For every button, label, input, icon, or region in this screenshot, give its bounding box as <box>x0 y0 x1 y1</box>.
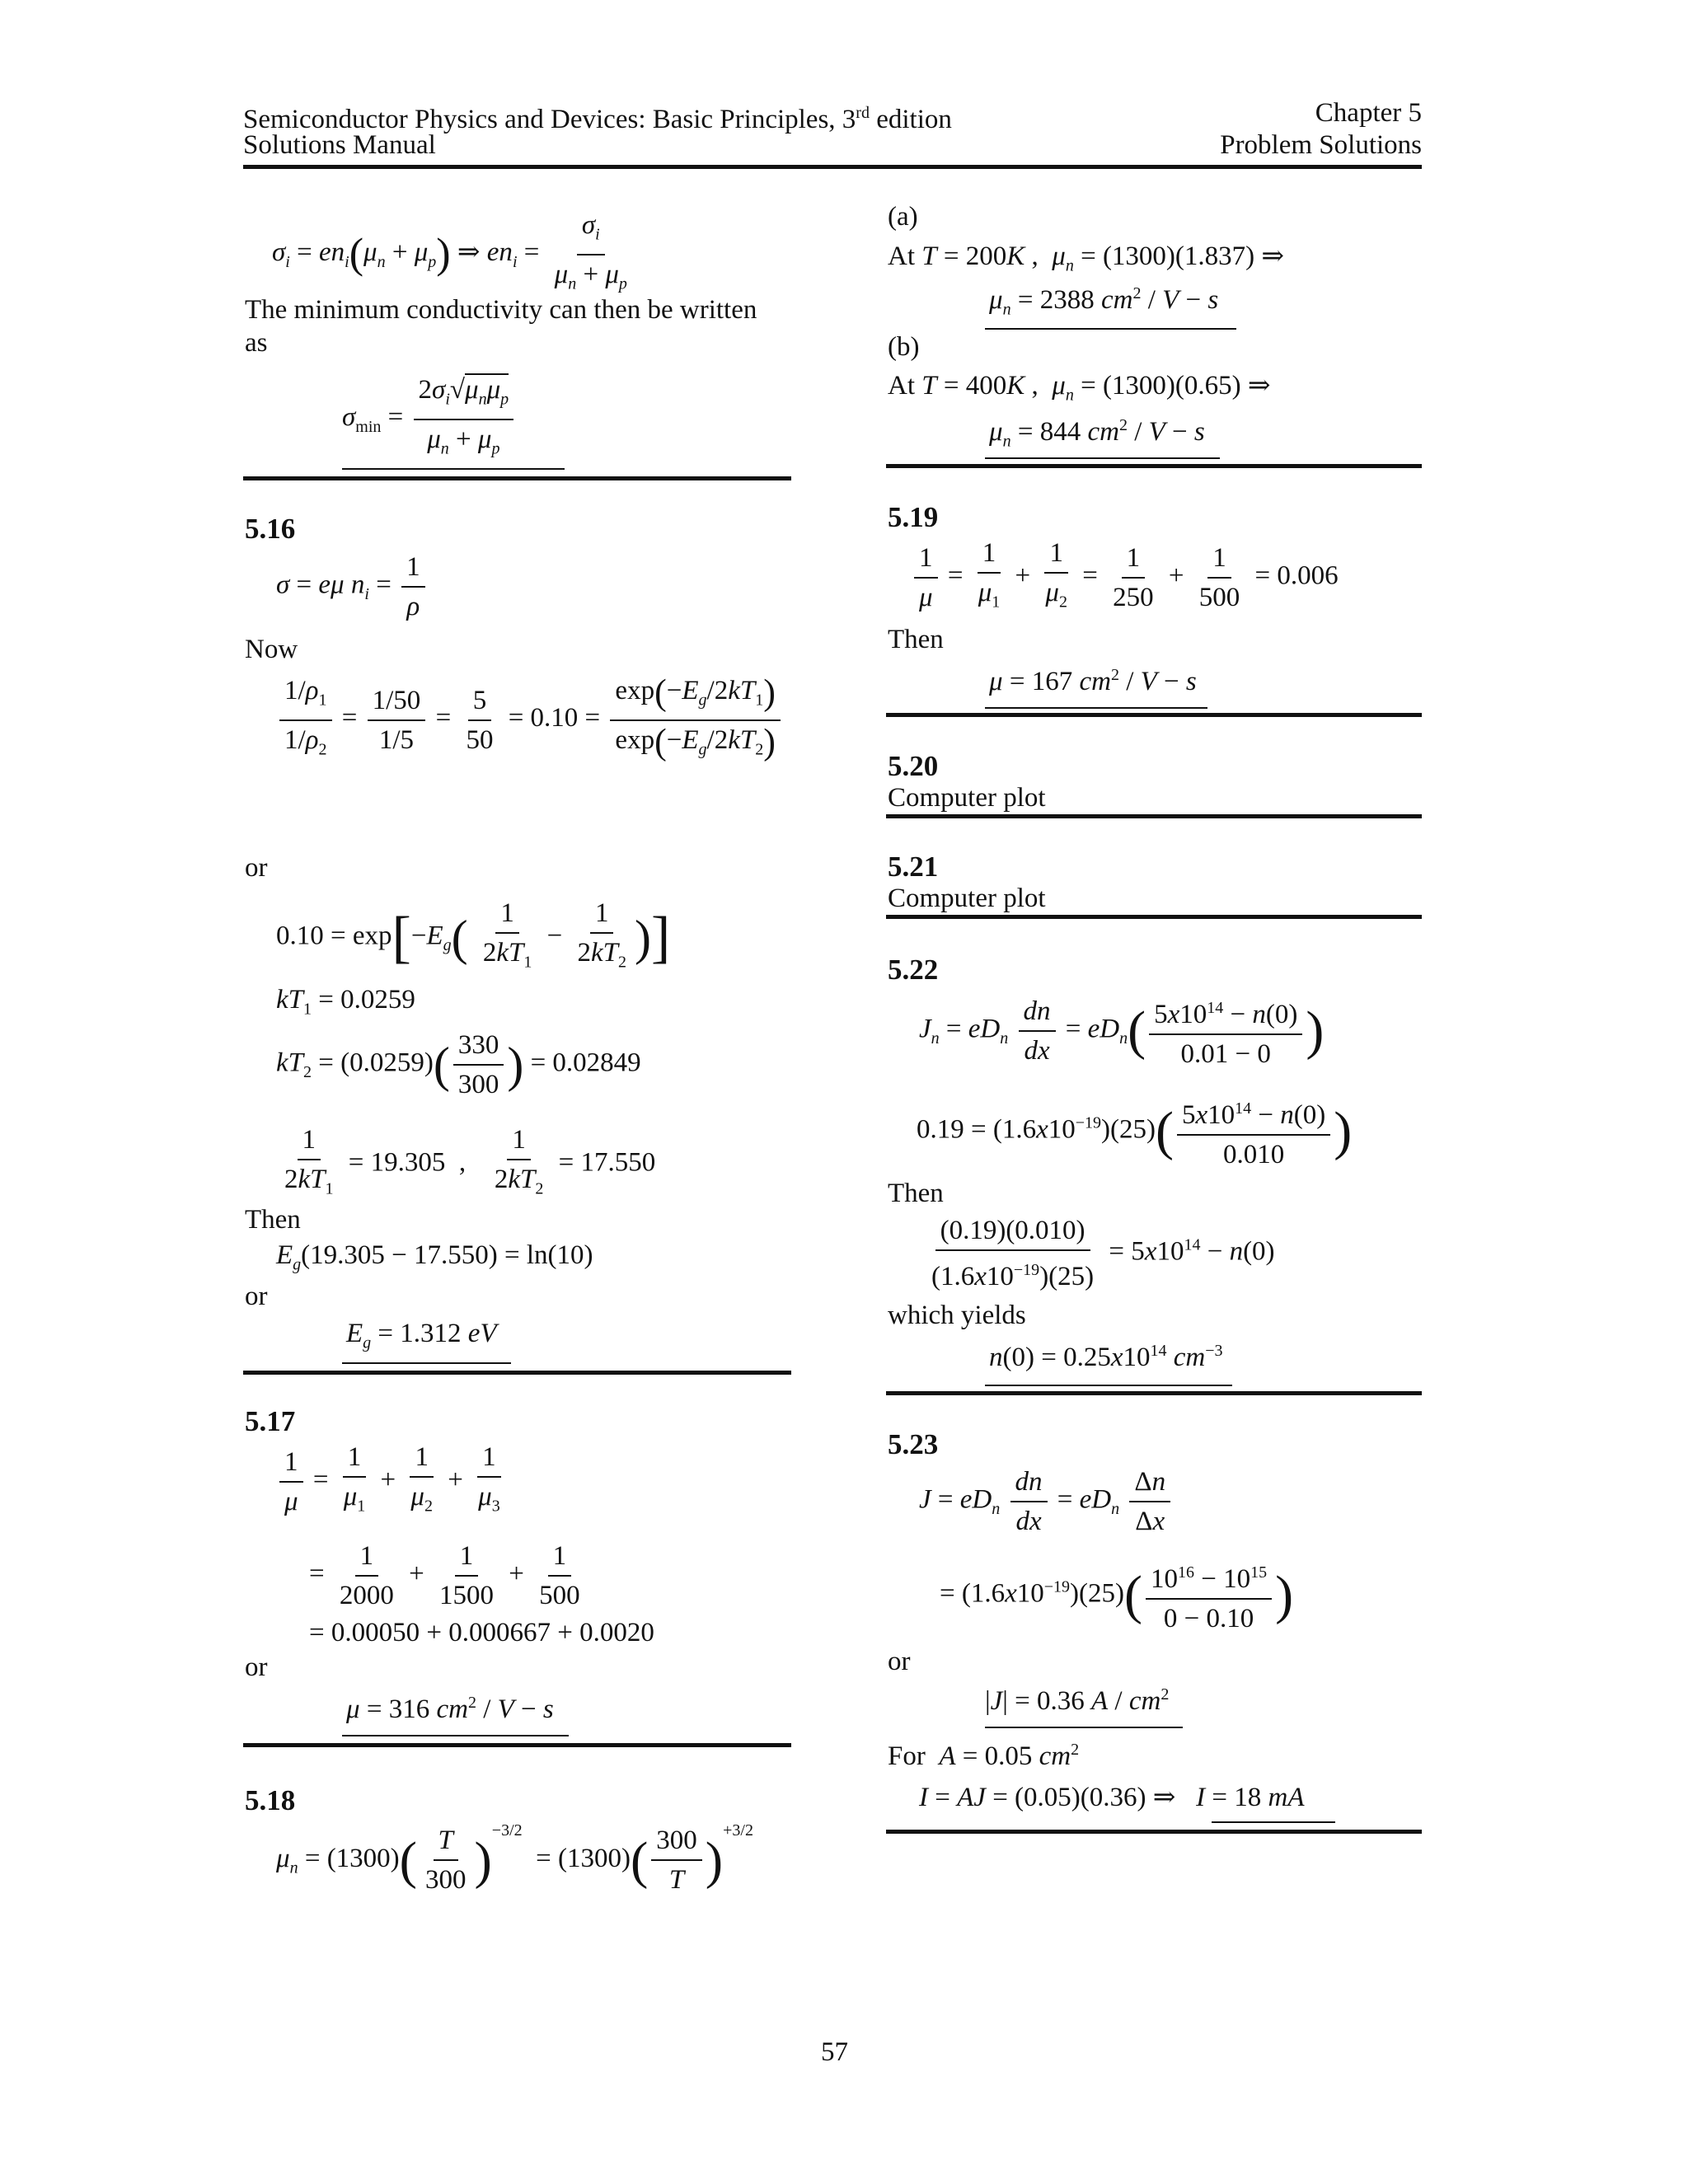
problem-5-20-text: Computer plot <box>888 783 1046 813</box>
result-underline <box>342 468 565 470</box>
problem-5-23-area: For A = 0.05 $cm^2$ <box>888 1741 1080 1771</box>
problem-5-19-eq1: $\frac{1}{\mu}$ = $\frac{1}{\mu_1}$ + $\frac{1}{\mu_2}$ = $\frac{1}{250}$ + $\frac{1}{500}$ = 0.006 <box>911 534 1339 621</box>
problem-5-16-eq3: $0.10 = \exp[-E_g$( $\frac{1}{2kT_1}$ − $\frac{1}{2kT_2}$ )] <box>276 894 670 982</box>
page-number: 57 <box>821 2037 848 2067</box>
problem-5-16-result: $E_g = 1.312$ eV <box>346 1319 497 1352</box>
manual-subtitle: Solutions Manual <box>243 130 436 160</box>
part-a-result: $\mu_n = 2388$ $cm^2 / V - s$ <box>989 284 1219 319</box>
book-title: Semiconductor Physics and Devices: Basic Principles, 3rd edition <box>243 104 952 134</box>
problem-5-21-text: Computer plot <box>888 883 1046 913</box>
section-rule <box>886 915 1422 919</box>
section-rule <box>886 713 1422 717</box>
problem-5-16-eq5: $kT_2 = (0.0259)$( $\frac{330}{300}$ ) = 0.02849 <box>276 1026 641 1104</box>
min-conductivity-result: $\sigma_{min}$ = $\frac{2\sigma_i√\mu_n\mu_p}{\mu_n + \mu_p}$ <box>342 371 517 467</box>
chapter-label: Chapter 5 <box>1315 98 1422 128</box>
result-underline <box>985 707 1207 709</box>
problem-5-16-title: 5.16 <box>245 513 296 545</box>
or-label-2: or <box>245 1282 268 1311</box>
problem-5-22-eq3: $\frac{(0.19)(0.010)}{(1.6x10^{-19})(25)}$ = $5x10^{14} - n(0)$ <box>923 1212 1275 1296</box>
section-rule <box>243 1371 791 1375</box>
problem-5-17-eq1: $\frac{1}{\mu}$ = $\frac{1}{\mu_1}$ + $\frac{1}{\mu_2}$ + $\frac{1}{\mu_3}$ <box>276 1438 509 1526</box>
then-label-2: Then <box>888 625 944 654</box>
problem-5-22-eq1: $J_n = eD_n$ $\frac{dn}{dx}$ = $eD_n$( $\frac{5x10^{14} - n(0)}{0.01 - 0}$ ) <box>919 989 1324 1073</box>
intro-text-as: as <box>245 328 268 358</box>
result-underline <box>985 1385 1232 1386</box>
result-underline <box>985 457 1220 459</box>
problem-5-17-eq3: = 0.00050 + 0.000667 + 0.0020 <box>309 1618 654 1647</box>
result-underline <box>985 328 1236 330</box>
problem-5-22-result: $n(0) = 0.25x10^{14}$ $cm^{-3}$ <box>989 1342 1223 1372</box>
part-a-label: (a) <box>888 202 918 232</box>
section-rule <box>886 464 1422 468</box>
or-label: or <box>245 853 268 883</box>
problem-5-23-result: |J| = 0.36 A / $cm^2$ <box>985 1685 1170 1716</box>
section-rule <box>243 1743 791 1747</box>
problem-5-19-result: μ = 167 $cm^2 / V - s$ <box>989 666 1197 696</box>
problem-5-16-eq1: σ = eμ $n_i$ = $\frac{1}{\rho}$ <box>276 548 429 626</box>
part-a-eq: At T = 200K , $\mu_n = (1300)(1.837)$ ⇒ <box>888 241 1285 275</box>
problem-5-23-eq3: I = AJ = (0.05)(0.36) ⇒ I = 18 mA <box>919 1783 1305 1812</box>
problem-5-16-eq4: $kT_1 = 0.0259$ <box>276 985 415 1019</box>
problem-5-17-title: 5.17 <box>245 1405 296 1437</box>
header-rule <box>243 165 1422 169</box>
problem-5-20-title: 5.20 <box>888 750 939 782</box>
problem-5-16-eq2: $\frac{1/\rho_1}{1/\rho_2}$ = $\frac{1/50}{1/5}$ = $\frac{5}{50}$ = 0.10 = $\frac{\exp(-E_g/2kT_1)}{\exp(-E_g/2kT_2)}$ <box>276 672 784 768</box>
intro-text: The minimum conductivity can then be written <box>245 295 757 325</box>
problem-5-23-title: 5.23 <box>888 1428 939 1460</box>
intro-equation: $\sigma_i = en_i(\mu_n + \mu_p)$ ⇒ $en_i$ = $\frac{\sigma_i}{\mu_n + \mu_p}$ <box>272 206 635 302</box>
problem-5-23-eq2: = $(1.6x10^{-19})(25)$( $\frac{10^{16} - 10^{15}}{0 - 0.10}$ ) <box>940 1554 1293 1638</box>
problem-5-22-eq2: $0.19 = (1.6x10^{-19})(25)$( $\frac{5x10^{14} - n(0)}{0.010}$ ) <box>917 1090 1352 1174</box>
result-underline <box>985 1727 1183 1728</box>
part-b-eq: At T = 400K , $\mu_n = (1300)(0.65)$ ⇒ <box>888 371 1271 405</box>
or-label-4: or <box>888 1647 911 1676</box>
problem-5-23-eq1: $J = eD_n$ $\frac{dn}{dx}$ = $eD_n$ $\frac{\Delta n}{\Delta x}$ <box>919 1463 1174 1540</box>
part-b-result: $\mu_n = 844$ $cm^2 / V - s$ <box>989 416 1205 451</box>
result-underline <box>342 1735 569 1736</box>
problem-5-16-eq6: $\frac{1}{2kT_1}$ = 19.305 , $\frac{1}{2kT_2}$ = 17.550 <box>276 1121 655 1208</box>
problem-5-17-eq2: = $\frac{1}{2000}$ + $\frac{1}{1500}$ + $\frac{1}{500}$ <box>309 1537 588 1615</box>
problem-5-16-eq7: $E_g(19.305 - 17.550) = \ln(10)$ <box>276 1240 593 1274</box>
section-rule <box>243 476 791 480</box>
then-label: Then <box>245 1205 301 1235</box>
problem-5-18-title: 5.18 <box>245 1784 296 1816</box>
problem-5-19-title: 5.19 <box>888 501 939 533</box>
yields-label: which yields <box>888 1301 1026 1330</box>
section-rule <box>886 814 1422 818</box>
result-underline <box>1212 1821 1335 1823</box>
problem-5-22-title: 5.22 <box>888 954 939 986</box>
or-label-3: or <box>245 1652 268 1682</box>
part-b-label: (b) <box>888 332 920 362</box>
problem-5-17-result: μ = 316 $cm^2 / V - s$ <box>346 1694 554 1724</box>
section-rule <box>886 1830 1422 1834</box>
section-rule <box>886 1391 1422 1395</box>
result-underline <box>342 1362 511 1364</box>
then-label-3: Then <box>888 1179 944 1208</box>
problem-5-18-eq1: $\mu_n = (1300)$( $\frac{T}{300}$ )$^{-3/2}$ = (1300)( $\frac{300}{T}$ )$^{+3/2}$ <box>276 1821 753 1896</box>
problem-5-21-title: 5.21 <box>888 851 939 883</box>
now-label: Now <box>245 635 298 664</box>
section-label: Problem Solutions <box>1220 130 1422 160</box>
